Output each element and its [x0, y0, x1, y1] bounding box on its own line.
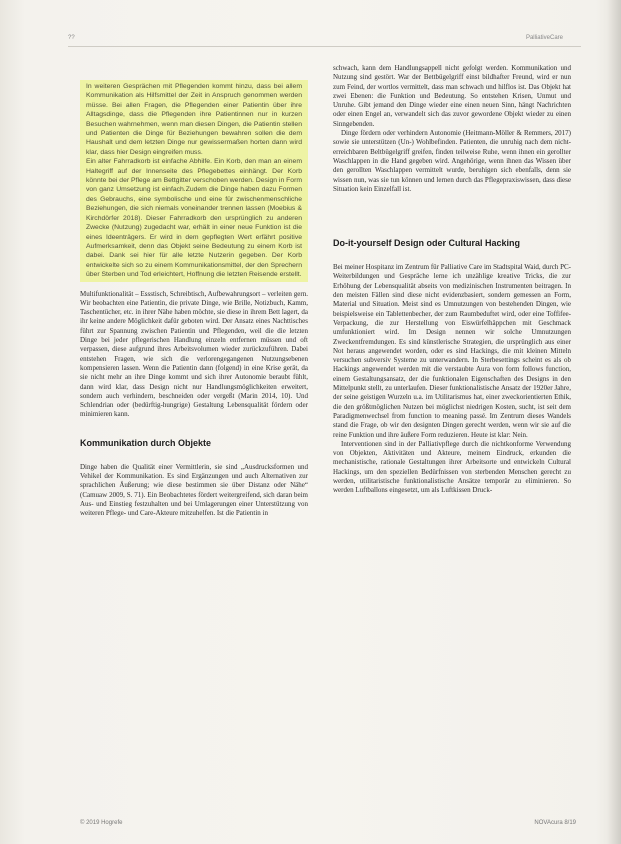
- right-column: [333, 64, 571, 496]
- header-rule: [68, 46, 581, 47]
- body-paragraph: Dinge haben die Qualität einer Vermittlerin, sie sind „Ausdrucksformen und Vehikel der Kommunikation. Es sind Ergänzungen und auch Alternativen zur sprachlichen Äußerung; wie diese bestimmen sie über Distanz oder Nähe“ (Camuaw 2009, S. 71). Ein Beobachtetes fördert weitergreifend, sich daran beim Aus- und Einstieg festzuhalten und bei Umlagerungen einer Unterstützung von weiteren Pflege- und Care-Akteure mitzuhelfen. Ist die Patientin in: [80, 462, 308, 518]
- section-heading: Do-it-yourself Design oder Cultural Hacking: [333, 238, 521, 249]
- page-number: ??: [68, 35, 75, 41]
- section-heading: Kommunikation durch Objekte: [80, 437, 212, 448]
- journal-issue: NOVAcura 8/19: [534, 820, 576, 826]
- body-paragraph: Dinge fördern oder verhindern Autonomie (Heitmann-Möller & Remmers, 2017) sowie sie unterstützen (Un-) Wohlbefinden. Patienten, die unruhig nach dem nicht-erreichbaren Beltbügelgriff greifen, finden teilweise Ruhe, wenn ihnen ein gerollter Waschlappen in die Hand gegeben wird. Angehörige, wenn ihnen das Wissen über den gerollten Waschlappen vermittelt wurde, beruhigen sich ebenfalls, denn sie wissen nun, was sie tun können und lernen durch das Pflegepraxiswissen, dass diese Situation kein Einzelfall ist.: [333, 129, 571, 193]
- body-paragraph: Multifunktionalität – Essstisch, Schreibtisch, Aufbewahrungsort – verleiten gern. Wir beobachten eine Patientin, die private Dinge, wie Brille, Notizbuch, Kamm, Taschentücher, etc. in ihrer Nähe haben möchte, sie diese in ihrem Bett lagert, da ihr keine andere Möglichkeit dafür geboten wird. Der Ansatz eines Nachttisches führt zur Spannung zwischen Patientin und Pflegenden, weil die die letzten Dinge bei jeder pflegerischen Handlung einzeln entfernen müssen und oft verpassen, diese aufgrund ihres Arbeitsvolumen wieder zurückzuführen. Dabei entstehen Fragen, wie sich die verlorengegangenen Nutzungsebenen kompensieren lassen. Wenn die Patientin dann (folgend) in eine Krise gerät, da sie nicht mehr an ihre Dinge kommt und sich ihrer Autonomie beraubt fühlt, dann wird klar, dass Design nicht nur Handlungsmöglichkeiten erweitert, sondern auch verhindern, beschneiden oder vergeßt (Marin 2014, 10). Und Schlendrian oder (bedürftig-hungrige) Gestaltung Lebensqualität fördern oder minimieren kann.: [80, 289, 308, 419]
- body-paragraph: Interventionen sind in der Palliativpflege durch die nichtkonforme Verwendung von Objekten, Aktivitäten und Akteure, meinem Eindruck, erkunden die mechanistische, rationale Gestaltungen ihrer Arbeitsorte und entwickeln Cultural Hackings, um den speziellen Bedürfnissen von sterbenden Menschen gerecht zu werden, utilitaristische funktionalistische Ansätze temporär zu eliminieren. So werden Luftballons eingesetzt, um als Luftkissen Druck-: [333, 439, 571, 495]
- body-paragraph: schwach, kann dem Handlungsappell nicht gefolgt werden. Kommunikation und Nutzung sind gestört. War der Bettbügelgriff einst bildhafter Freund, wird er nun zum Feind, der wortlos vermittelt, dass man schwach und hilflos ist. Das Objekt hat zwei Ebenen: die Funktion und Bedeutung. So entstehen Krisen, Unmut und Unruhe. Gibt jemand den Dinge wieder eine einen neuen Sinn, hängt Nachrichten oder einen Engel an, verwandelt sich das zuvor gewordene Objekt wieder zu einen Sinngebenden.: [333, 64, 571, 128]
- footer: [80, 820, 576, 830]
- copyright: © 2019 Hogrefe: [80, 820, 123, 826]
- binding-shadow: [607, 0, 621, 844]
- highlighted-passage: [80, 80, 308, 282]
- running-header: [68, 33, 581, 45]
- body-paragraph: Bei meiner Hospitanz im Zentrum für Palliative Care im Stadtspital Waid, durch PC-Weiterbildungen und Gespräche lerne ich unzählige kreative Tricks, die zur Erhöhung der Lebensqualität abseits von medizinischen Instrumenten beitragen. In den meisten Fällen sind diese nicht evidenzbasiert, sondern gemessen an Form, Material und Situation. Meist sind es Umnutzungen von bestehenden Dingen, wie beispielsweise ein Tablettenbecher, der zum Raumbeduftet wird, oder eine Toffifee-Verpackung, die zur Herstellung von Eiswürfelhäppchen mit Geschmack umfunktioniert wird. Im Design nennen wir solche Umnutzungen Zweckentfremdungen. Es sind künstlerische Strategien, die ursprünglich aus einer Not heraus angewendet worden, oder es sind Hackings, die mit kleinen Mitteln versuchen subversiv Systeme zu unterwandern. In Sterbesettings scheint es als ob Hackings angewendet werden mit die verstaubte Aura von form follows function, einem Gestaltungsansatz, der die funktionalen Eigenschaften des Designs in den Mittelpunkt stellt, zu unterlaufen. Dieser funktionalistische Ansatz der 1920er Jahre, der seine geistigen Wurzeln u.a. im Utilitarismus hat, einer zweckorientierten Ethik, die den größtmöglichen Nutzen bei möglichst niedrigen Kosten, sucht, ist seit dem Paradigmenwechsel from function to meaning passé. Im Zentrum dieses Wandels stand die Frage, ob wir den designten Dingen gerecht werden, wenn wir sie auf die reine Funktion und ihre äußere Form reduzieren. Heute ist klar: Nein.: [333, 263, 571, 439]
- running-title: PalliativeCare: [525, 35, 563, 41]
- highlight-paragraph: In weiteren Gesprächen mit Pflegenden kommt hinzu, dass bei allem Kommunikation als Hilfsmittel der Zeit in Anspruch genommen werden müsse. Bei allen Fragen, die Pflegenden einer Patientin über ihre Alltagsdinge, dass die Pflegenden ihre Patientinnen nur in kurzen Besuchen wahrnehmen, wenn man diesen Dingen, die Patientin stellen und Patienten die Dinge für Beziehungen bewahren sollen die dem Haushalt und dem letzten Dinge nur gewissermaßen horten dann wird klar, dass hier Design eingreifen muss.: [86, 83, 302, 156]
- highlight-paragraph: Ein alter Fahrradkorb ist einfache Abhilfe. Ein Korb, den man an einem Haltegriff auf der Innenseite des Pflegebettes einhängt. Der Korb könnte bei der Pflege am Bettgitter verschoben werden. Design in Form von ganz Umsetzung ist einfach.Zudem die Dinge haben dazu Formen des Gebrauchs, eine symbolische und eine für zwischenmenschliche Beziehungen, die sich niemals voneinander trennen lassen (Moebius & Kirchdörfer 2018). Dieser Fahrradkorb den ursprünglich zu anderen Zwecke (Nutzung) zugedacht war, erhält in einer neue Funktion ist die eines Ideenträgers. Er wird in dem gepflegten Wert erfährt positive Aufmerksamkeit, denn das Objekt seine Bedeutung zu einem Korb ist dabei. Dank sei hier für alle letzte Nutzerin gegeben. Der Korb entwickelte sich so zu einem Kommunikationsmittel, der den Sprechern über Sterben und Tod erleichtert, Hoffnung die letzten Reisende erstellt.: [86, 158, 302, 279]
- left-column: [80, 80, 308, 518]
